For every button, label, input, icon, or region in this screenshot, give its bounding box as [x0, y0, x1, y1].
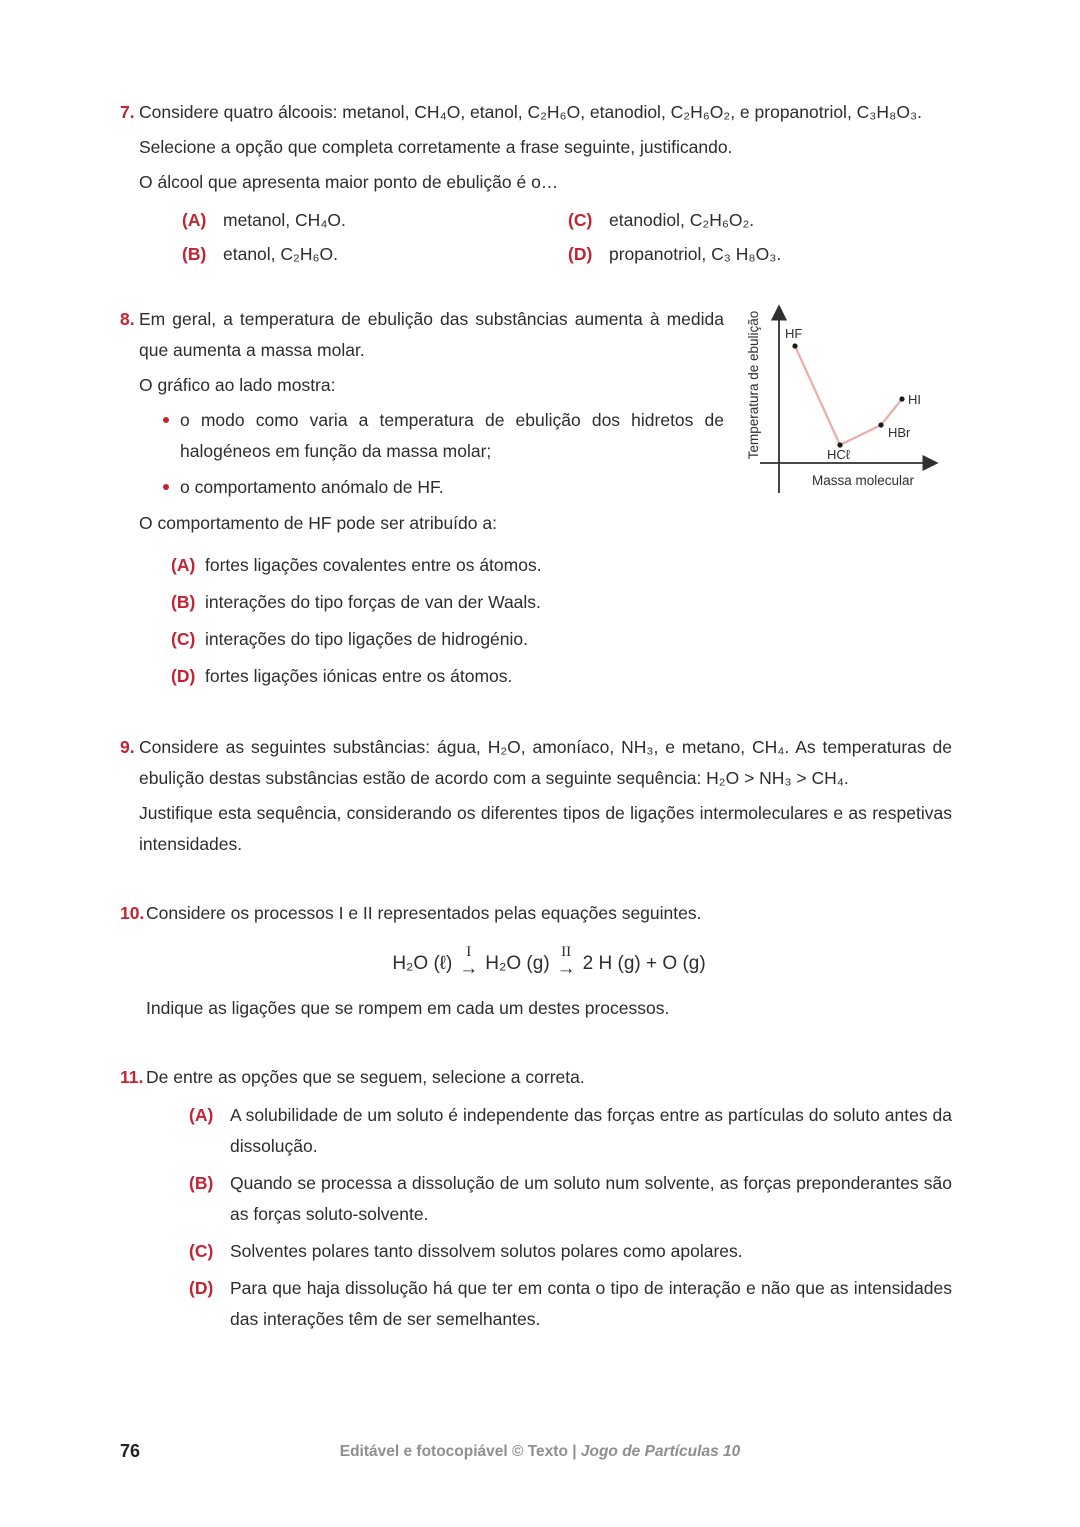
equation-mid: H₂O (g): [485, 953, 550, 974]
option-text: Solventes polares tanto dissolvem solutos polares como apolares.: [230, 1241, 743, 1261]
question-7-line1: Considere quatro álcoois: metanol, CH₄O, etanol, C₂H₆O, etanodiol, C₂H₆O₂, e propanotriol, C₃H₈O₃.: [139, 102, 922, 122]
option-label: (D): [568, 244, 593, 264]
option-text: fortes ligações iónicas entre os átomos.: [205, 666, 513, 686]
question-7-line3: O álcool que apresenta maior ponto de ebulição é o…: [139, 172, 559, 192]
svg-text:HI: HI: [908, 392, 921, 407]
arrow-right-icon: →: [556, 958, 576, 979]
question-8: [120, 304, 952, 698]
option-c: [568, 205, 952, 236]
bullet-item: [139, 405, 724, 467]
bullet-text: o modo como varia a temperatura de ebulição dos hidretos de halogéneos em função da massa molar;: [180, 410, 724, 461]
option-a: [182, 205, 568, 236]
option-text: interações do tipo ligações de hidrogénio.: [205, 629, 528, 649]
option-b: [182, 239, 568, 270]
option-d: [568, 239, 952, 270]
question-7-line2: Selecione a opção que completa corretamente a frase seguinte, justificando.: [139, 137, 733, 157]
process-II-label: II: [561, 944, 572, 960]
question-11-number: 11.: [120, 1067, 144, 1087]
chemical-equation: [146, 945, 952, 979]
process-I-label: I: [466, 944, 472, 960]
footer-text: Editável e fotocopiável © Texto |: [339, 1443, 581, 1460]
question-9: [120, 732, 952, 864]
option-label: (B): [171, 592, 196, 612]
svg-text:Temperatura de ebulição: Temperatura de ebulição: [746, 310, 761, 460]
option-text: Para que haja dissolução há que ter em conta o tipo de interação e não que as intensidades das interações têm de ser semelhantes.: [230, 1278, 952, 1329]
option-label: (A): [182, 210, 207, 230]
option-text: A solubilidade de um soluto é independente das forças entre as partículas do soluto antes da dissolução.: [230, 1105, 952, 1156]
svg-text:HCℓ: HCℓ: [827, 447, 850, 462]
question-8-number: 8.: [120, 309, 135, 329]
question-7-options: [182, 205, 952, 270]
option-text: fortes ligações covalentes entre os átomos.: [205, 555, 542, 575]
option-c: [189, 1236, 952, 1267]
question-8-para3: O comportamento de HF pode ser atribuído a:: [139, 513, 497, 533]
bullet-text: o comportamento anómalo de HF.: [180, 477, 444, 497]
option-label: (C): [568, 210, 593, 230]
option-d: [171, 661, 952, 692]
page-number: 76: [120, 1441, 141, 1461]
bullet-item: [139, 472, 724, 503]
option-b: [189, 1168, 952, 1230]
svg-text:HBr: HBr: [888, 425, 911, 440]
option-d: [189, 1273, 952, 1335]
question-10: [120, 898, 952, 1028]
option-text: interações do tipo forças de van der Waals.: [205, 592, 541, 612]
arrow-right-icon: →: [459, 958, 479, 979]
bullet-icon: [163, 484, 169, 490]
svg-text:Massa molecular: Massa molecular: [811, 473, 915, 488]
question-8-options: [171, 550, 952, 692]
question-10-number: 10.: [120, 903, 145, 923]
equation-lhs: H₂O (ℓ): [392, 953, 453, 974]
option-label: (B): [182, 244, 207, 264]
question-11-para1: De entre as opções que se seguem, selecione a correta.: [146, 1067, 585, 1087]
option-label: (C): [171, 629, 196, 649]
question-10-para1: Considere os processos I e II representados pelas equações seguintes.: [146, 903, 702, 923]
option-text: Quando se processa a dissolução de um soluto num solvente, as forças preponderantes são as forças soluto-solvente.: [230, 1173, 952, 1224]
boiling-point-chart: [745, 298, 960, 503]
svg-text:HF: HF: [785, 326, 803, 341]
option-label: (B): [189, 1173, 214, 1193]
option-label: (D): [171, 666, 196, 686]
footer-book-title: Jogo de Partículas 10: [580, 1443, 741, 1460]
option-label: (D): [189, 1278, 214, 1298]
option-text: metanol, CH₄O.: [223, 210, 346, 230]
question-7-number: 7.: [120, 102, 135, 122]
question-9-number: 9.: [120, 737, 135, 757]
bullet-icon: [163, 417, 169, 423]
option-b: [171, 587, 952, 618]
option-label: (A): [189, 1105, 214, 1125]
option-text: etanodiol, C₂H₆O₂.: [609, 210, 755, 230]
equation-rhs: 2 H (g) + O (g): [582, 953, 706, 974]
option-text: etanol, C₂H₆O.: [223, 244, 339, 264]
question-11: [120, 1062, 952, 1341]
option-text: propanotriol, C₃ H₈O₃.: [609, 244, 782, 264]
question-9-para1: Considere as seguintes substâncias: água, H₂O, amoníaco, NH₃, e metano, CH₄. As temperaturas de ebulição destas substâncias estão de acordo com a seguinte sequência: H₂O > NH₃ > CH₄.: [139, 737, 952, 788]
option-a: [189, 1100, 952, 1162]
option-label: (A): [171, 555, 196, 575]
question-8-para2: O gráfico ao lado mostra:: [139, 375, 336, 395]
question-9-para2: Justifique esta sequência, considerando os diferentes tipos de ligações intermoleculares e as respetivas intensidades.: [139, 803, 952, 854]
option-label: (C): [189, 1241, 214, 1261]
option-c: [171, 624, 952, 655]
question-11-options: [189, 1100, 952, 1335]
page-footer: [0, 1436, 1080, 1467]
question-7: [120, 97, 952, 270]
question-10-para2: Indique as ligações que se rompem em cada um destes processos.: [146, 998, 670, 1018]
footer-credit: [0, 1436, 1080, 1467]
option-a: [171, 550, 952, 581]
question-8-para1: Em geral, a temperatura de ebulição das substâncias aumenta à medida que aumenta a massa molar.: [139, 309, 724, 360]
